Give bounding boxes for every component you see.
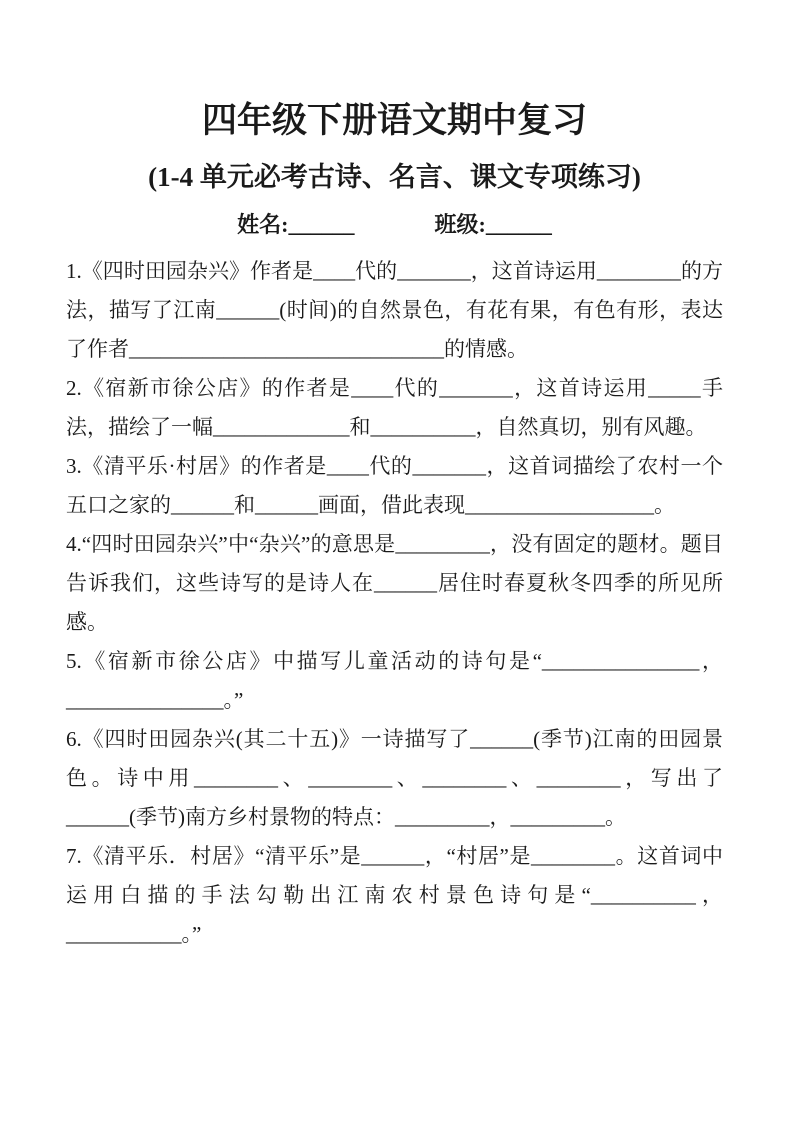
class-field-label: 班级:	[434, 212, 486, 237]
question-list	[66, 252, 723, 954]
name-field-blank: ______	[288, 212, 355, 237]
name-field-label: 姓名:	[237, 212, 289, 237]
question-paragraph-7: 7.《清平乐．村居》“清平乐”是______，“村居”是________。这首词中运用白描的手法勾勒出江南农村景色诗句是“__________，___________。”	[66, 844, 723, 946]
student-info-row	[66, 210, 723, 240]
class-field-blank: ______	[485, 212, 552, 237]
page-subtitle: (1-4 单元必考古诗、名言、课文专项练习)	[148, 162, 641, 192]
question-paragraph-5: 5.《宿新市徐公店》中描写儿童活动的诗句是“_______________，_______________。”	[66, 649, 723, 712]
name-field	[237, 210, 354, 240]
question-paragraph-4: 4.“四时田园杂兴”中“杂兴”的意思是_________，没有固定的题材。题目告诉我们，这些诗写的是诗人在______居住时春夏秋冬四季的所见所感。	[66, 532, 723, 634]
question-paragraph-3: 3.《清平乐·村居》的作者是____代的_______，这首词描绘了农村一个五口之家的______和______画面，借此表现__________________。	[66, 454, 723, 517]
question-paragraph-2: 2.《宿新市徐公店》的作者是____代的_______，这首诗运用_____手法，描绘了一幅_____________和__________，自然真切，别有风趣。	[66, 376, 723, 439]
page-title: 四年级下册语文期中复习	[201, 101, 587, 140]
question-paragraph-1: 1.《四时田园杂兴》作者是____代的_______，这首诗运用________的方法，描写了江南______(时间)的自然景色，有花有果，有色有形，表达了作者______________________________的情感。	[66, 259, 723, 361]
class-field	[435, 210, 552, 240]
question-paragraph-6: 6.《四时田园杂兴(其二十五)》一诗描写了______(季节)江南的田园景色。诗中用________、________、________、________，写出了______(季节)南方乡村景物的特点：_________，_________。	[66, 727, 723, 829]
